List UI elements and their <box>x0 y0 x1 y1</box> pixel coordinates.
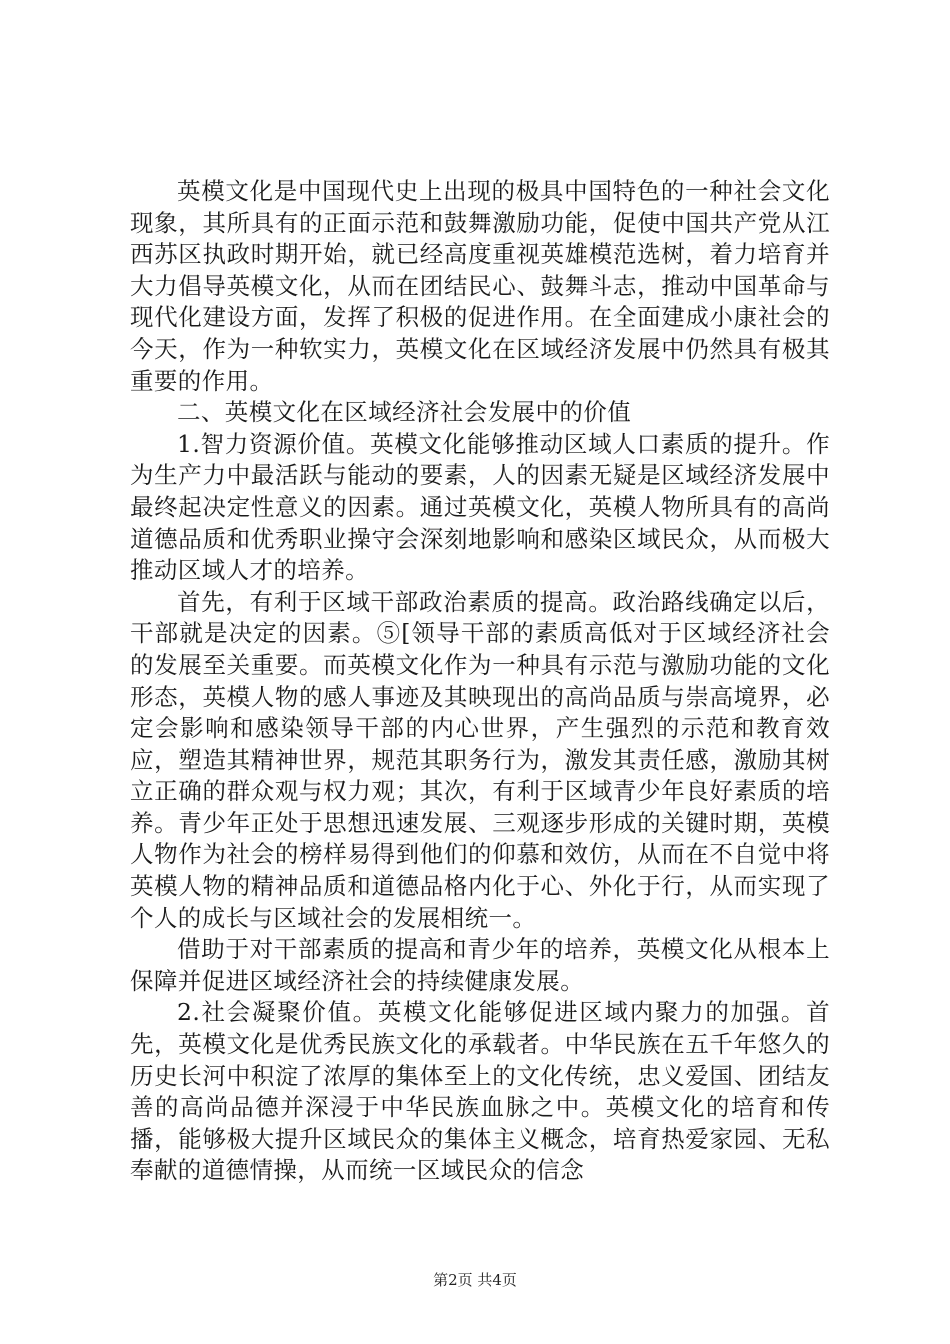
paragraph-summary: 借助于对干部素质的提高和青少年的培养，英模文化从根本上保障并促进区域经济社会的持续健康发展。 <box>130 935 830 995</box>
paragraph-social-cohesion: 2.社会凝聚价值。英模文化能够促进区域内聚力的加强。首先，英模文化是优秀民族文化的承载者。中华民族在五千年悠久的历史长河中积淀了浓厚的集体至上的文化传统，忠义爱国、团结友善的高尚品德并深浸于中华民族血脉之中。英模文化的培育和传播，能够极大提升区域民众的集体主义概念，培育热爱家园、无私奉献的道德情操，从而统一区域民众的信念 <box>130 998 830 1185</box>
document-body <box>130 176 830 1187</box>
page-number-footer: 第2页 共4页 <box>433 1271 517 1289</box>
paragraph-intellectual-value: 1.智力资源价值。英模文化能够推动区域人口素质的提升。作为生产力中最活跃与能动的要素，人的因素无疑是区域经济发展中最终起决定性意义的因素。通过英模文化，英模人物所具有的高尚道德品质和优秀职业操守会深刻地影响和感染区域民众，从而极大推动区域人才的培养。 <box>130 429 830 585</box>
section-heading: 二、英模文化在区域经济社会发展中的价值 <box>177 398 632 427</box>
paragraph-cadre-quality: 首先，有利于区域干部政治素质的提高。政治路线确定以后，干部就是决定的因素。⑤[领导干部的素质高低对于区域经济社会的发展至关重要。而英模文化作为一种具有示范与激励功能的文化形态，英模人物的感人事迹及其映现出的高尚品质与崇高境界，必定会影响和感染领导干部的内心世界，产生强烈的示范和教育效应，塑造其精神世界，规范其职务行为，激发其责任感，激励其树立正确的群众观与权力观；其次，有利于区域青少年良好素质的培养。青少年正处于思想迅速发展、三观逐步形成的关键时期，英模人物作为社会的榜样易得到他们的仰慕和效仿，从而在不自觉中将英模人物的精神品质和道德品格内化于心、外化于行，从而实现了个人的成长与区域社会的发展相统一。 <box>130 587 830 932</box>
paragraph-intro: 英模文化是中国现代史上出现的极具中国特色的一种社会文化现象，其所具有的正面示范和鼓舞激励功能，促使中国共产党从江西苏区执政时期开始，就已经高度重视英雄模范选树，着力培育并大力倡导英模文化，从而在团结民心、鼓舞斗志，推动中国革命与现代化建设方面，发挥了积极的促进作用。在全面建成小康社会的今天，作为一种软实力，英模文化在区域经济发展中仍然具有极其重要的作用。 <box>130 177 830 395</box>
